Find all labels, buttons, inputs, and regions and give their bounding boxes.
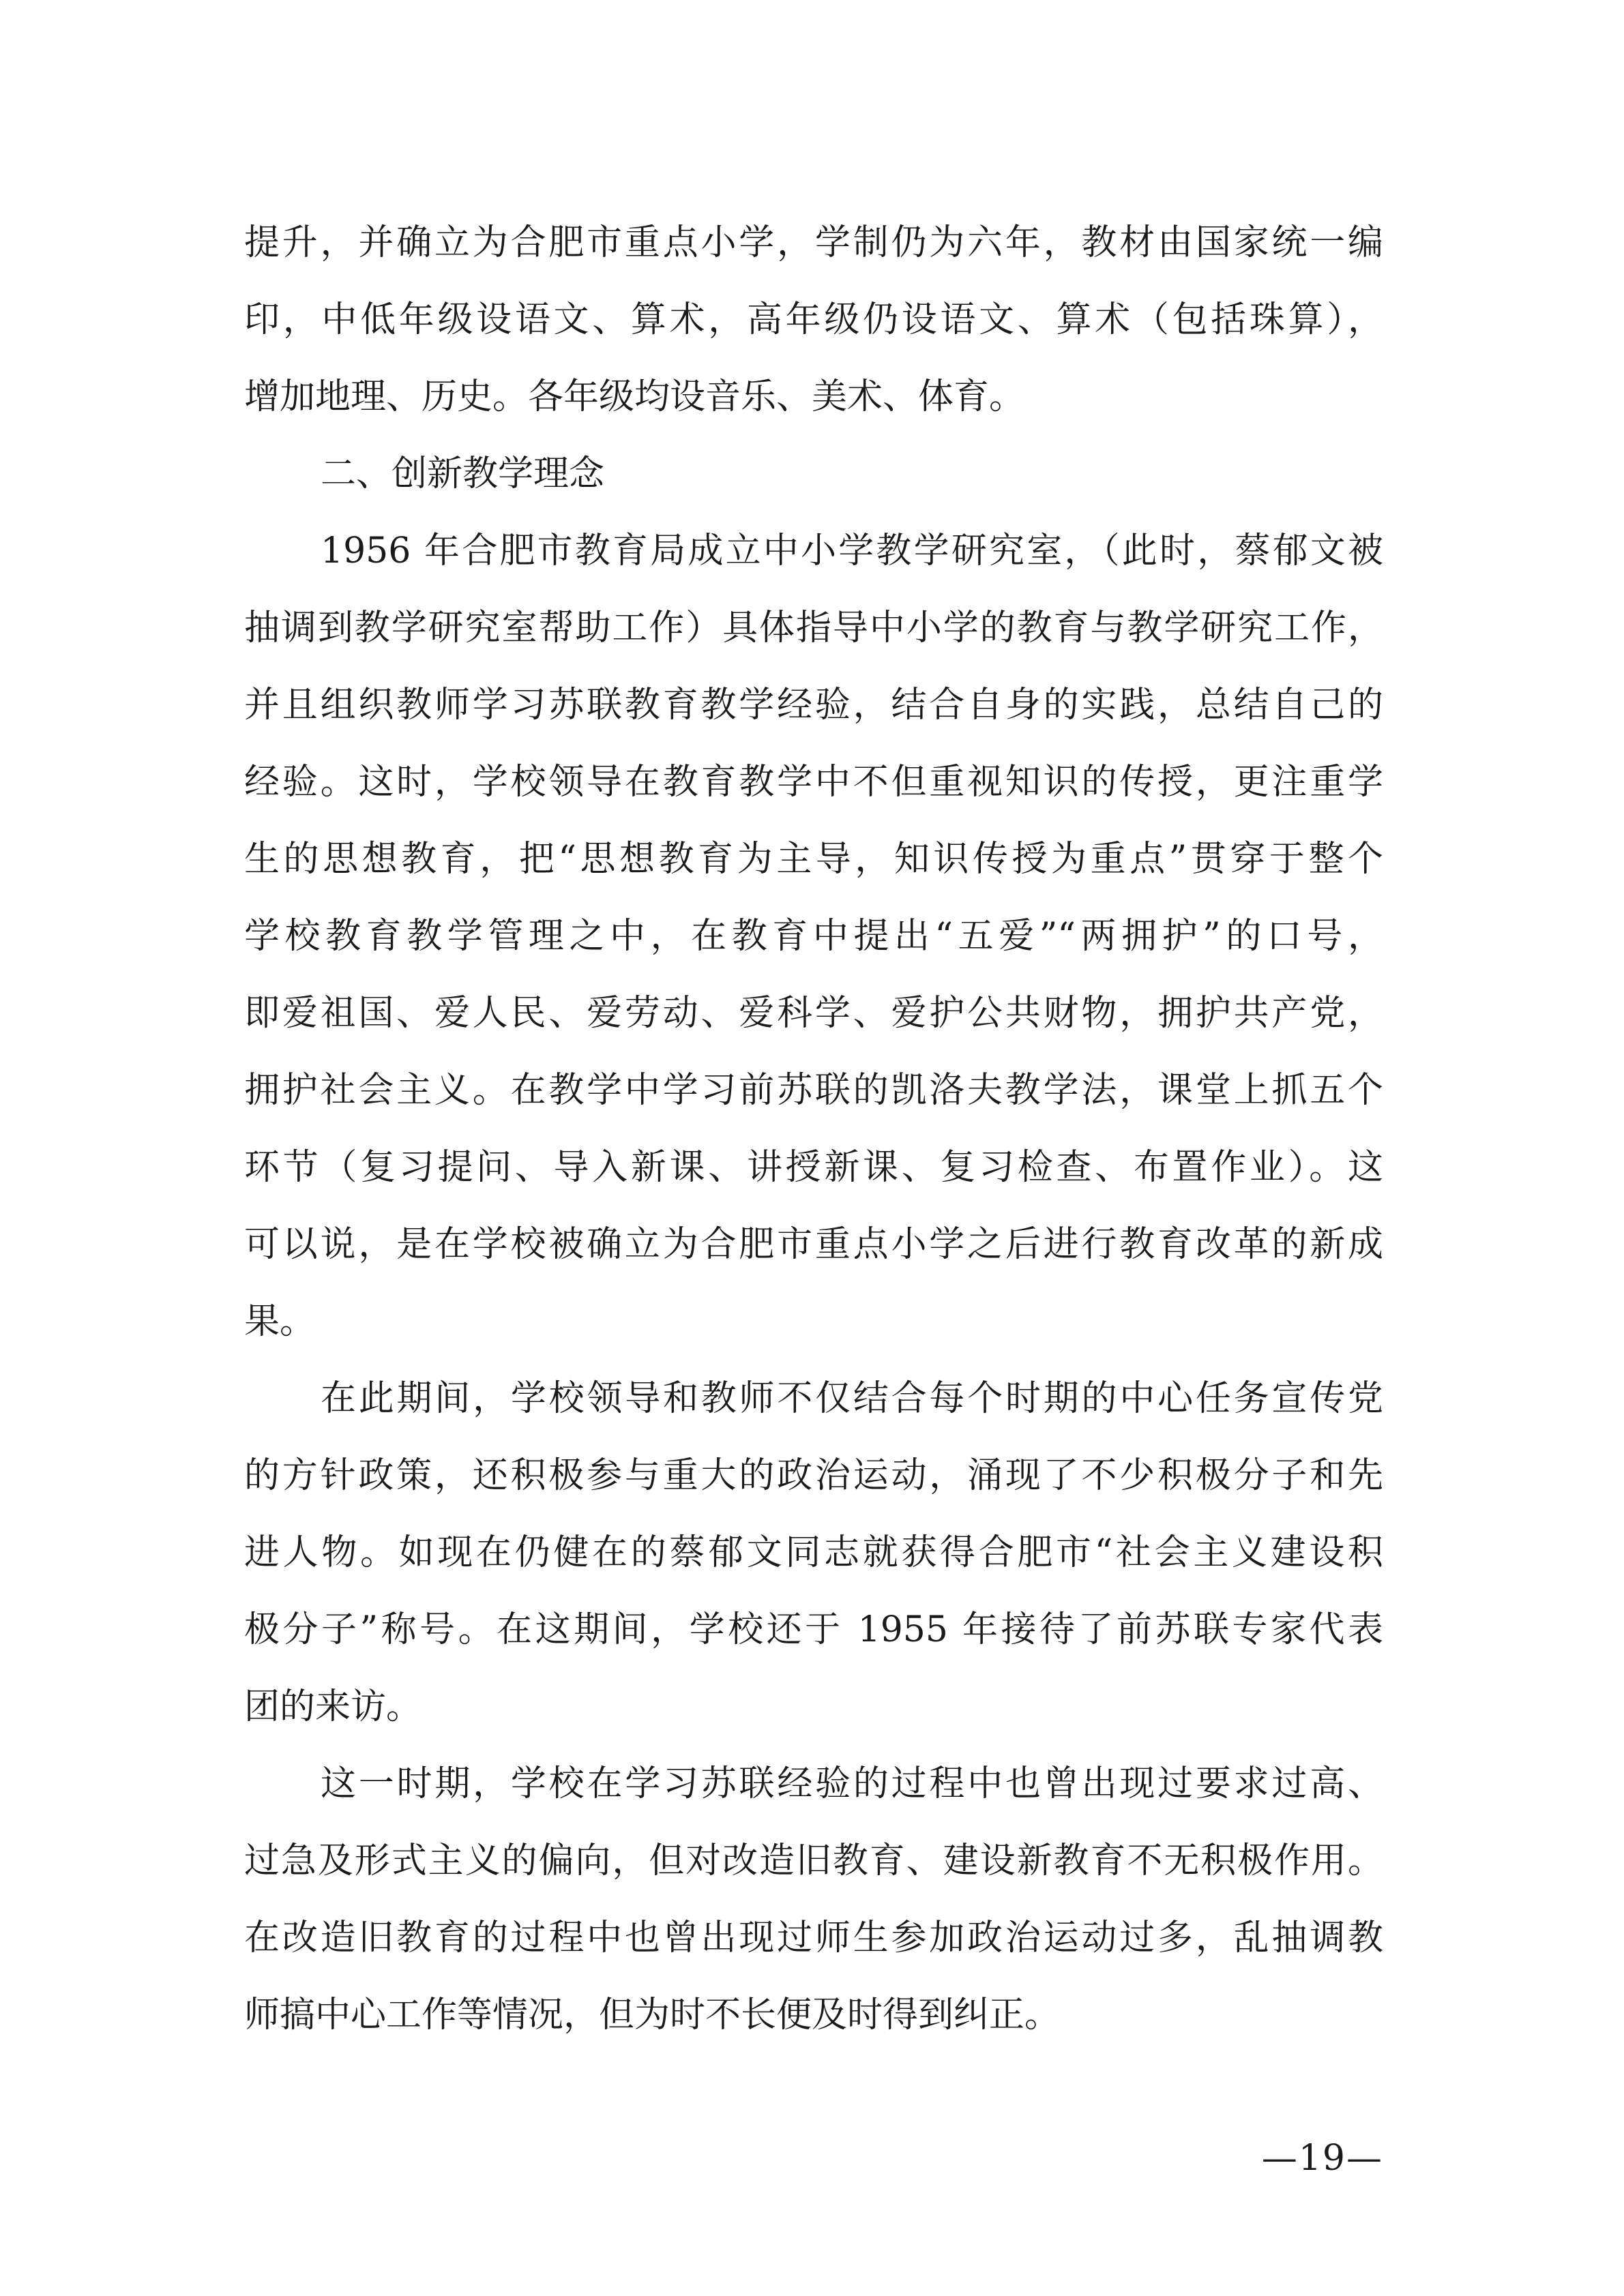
text-line: 学校教育教学管理之中，在教育中提出“五爱”“两拥护”的口号， — [244, 916, 1383, 957]
body-text — [244, 205, 1383, 2054]
text-line: 极分子”称号。在这期间，学校还于 1955 年接待了前苏联专家代表 — [244, 1609, 1383, 1650]
text-line: 的方针政策，还积极参与重大的政治运动，涌现了不少积极分子和先 — [244, 1455, 1383, 1496]
paragraph — [244, 205, 1383, 436]
text-line: 印，中低年级设语文、算术，高年级仍设语文、算术（包括珠算）， — [244, 299, 1383, 340]
text-line: 师搞中心工作等情况，但为时不长便及时得到纠正。 — [244, 1995, 1061, 2036]
text-line: 环节（复习提问、导入新课、讲授新课、复习检查、布置作业）。这 — [244, 1147, 1383, 1188]
text-line: 进人物。如现在仍健在的蔡郁文同志就获得合肥市“社会主义建设积 — [244, 1532, 1383, 1573]
section-heading — [244, 436, 1383, 513]
paragraph — [244, 1360, 1383, 1746]
text-line: 经验。这时，学校领导在教育教学中不但重视知识的传授，更注重学 — [244, 762, 1383, 803]
text-line: 抽调到教学研究室帮助工作）具体指导中小学的教育与教学研究工作， — [244, 608, 1383, 648]
text-line: 即爱祖国、爱人民、爱劳动、爱科学、爱护公共财物，拥护共产党， — [244, 993, 1383, 1034]
text-line: 二、创新教学理念 — [321, 453, 605, 494]
text-line: 1956 年合肥市教育局成立中小学教学研究室，（此时，蔡郁文被 — [321, 531, 1383, 571]
paragraph — [244, 513, 1383, 1360]
text-line: 并且组织教师学习苏联教育教学经验，结合自身的实践，总结自己的 — [244, 685, 1383, 726]
text-line: 生的思想教育，把“思想教育为主导，知识传授为重点”贯穿于整个 — [244, 839, 1383, 880]
text-line: 可以说，是在学校被确立为合肥市重点小学之后进行教育改革的新成 — [244, 1224, 1383, 1265]
text-line: 拥护社会主义。在教学中学习前苏联的凯洛夫教学法，课堂上抓五个 — [244, 1070, 1383, 1111]
text-line: 在此期间，学校领导和教师不仅结合每个时期的中心任务宣传党 — [321, 1378, 1383, 1419]
text-line: 果。 — [244, 1301, 316, 1342]
text-line: 过急及形式主义的偏向，但对改造旧教育、建设新教育不无积极作用。 — [244, 1840, 1383, 1881]
text-line: 提升，并确立为合肥市重点小学，学制仍为六年，教材由国家统一编 — [244, 222, 1383, 263]
text-line: 团的来访。 — [244, 1686, 422, 1727]
paragraph — [244, 1746, 1383, 2054]
text-line: 在改造旧教育的过程中也曾出现过师生参加政治运动过多，乱抽调教 — [244, 1918, 1383, 1958]
text-line: 增加地理、历史。各年级均设音乐、美术、体育。 — [244, 376, 1025, 417]
text-line: 这一时期，学校在学习苏联经验的过程中也曾出现过要求过高、 — [321, 1763, 1383, 1804]
page-number: —19— — [1261, 2138, 1383, 2179]
